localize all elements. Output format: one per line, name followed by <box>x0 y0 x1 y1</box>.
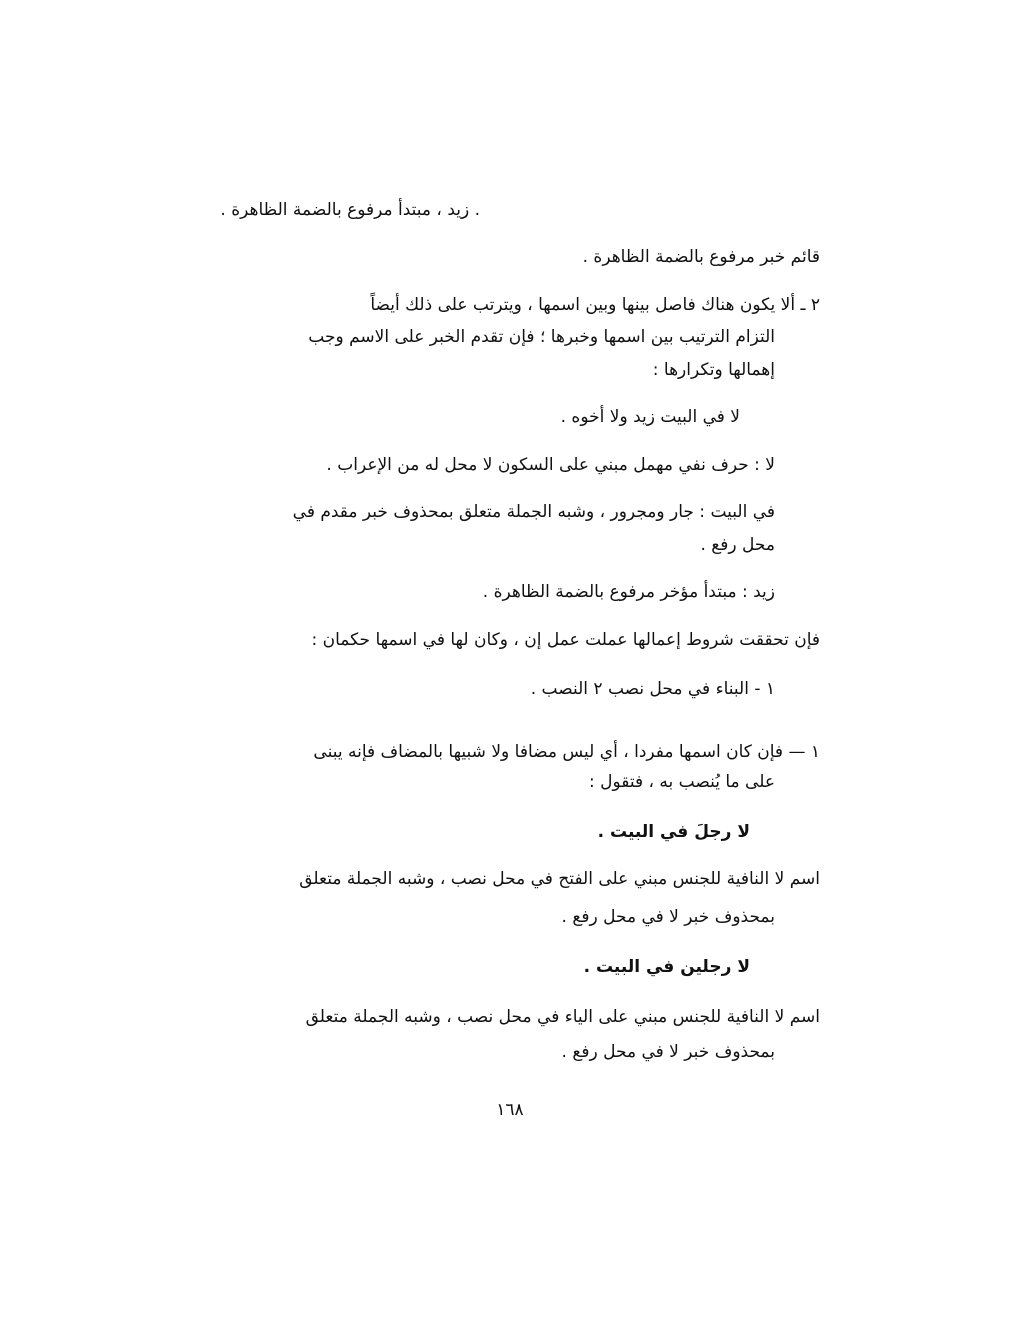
text-line: . زيد ، مبتدأ مرفوع بالضمة الظاهرة . <box>220 200 480 220</box>
text-line: لا : حرف نفي مهمل مبني على السكون لا محل له من الإعراب . <box>326 455 775 475</box>
text-line: بمحذوف خبر لا في محل رفع . <box>561 1042 775 1062</box>
text-line: ١ — فإن كان اسمها مفردا ، أي ليس مضافا ولا شبيها بالمضاف فإنه يبنى <box>313 742 820 762</box>
text-line: ١ - البناء في محل نصب ٢ النصب . <box>530 679 775 699</box>
example-line: لا رجلَ في البيت . <box>597 822 750 842</box>
text-line: بمحذوف خبر لا في محل رفع . <box>561 907 775 927</box>
text-line: فإن تحققت شروط إعمالها عملت عمل إن ، وكان لها في اسمها حكمان : <box>311 630 820 650</box>
page-number: ١٦٨ <box>496 1100 524 1120</box>
text-line: زيد : مبتدأ مؤخر مرفوع بالضمة الظاهرة . <box>482 582 775 602</box>
text-line: اسم لا النافية للجنس مبني على الياء في محل نصب ، وشبه الجملة متعلق <box>305 1007 820 1027</box>
text-line: إهمالها وتكرارها : <box>652 360 775 380</box>
text-line: ٢ ـ ألا يكون هناك فاصل بينها وبين اسمها ، ويترتب على ذلك أيضاً <box>370 295 820 315</box>
text-line: على ما يُنصب به ، فتقول : <box>589 772 775 792</box>
example-line: لا في البيت زيد ولا أخوه . <box>560 407 740 427</box>
example-line: لا رجلين في البيت . <box>583 957 750 977</box>
text-line: اسم لا النافية للجنس مبني على الفتح في محل نصب ، وشبه الجملة متعلق <box>299 869 820 889</box>
text-line: محل رفع . <box>700 535 775 555</box>
text-line: قائم خبر مرفوع بالضمة الظاهرة . <box>582 247 820 267</box>
text-line: في البيت : جار ومجرور ، وشبه الجملة متعلق بمحذوف خبر مقدم في <box>292 502 775 522</box>
text-line: التزام الترتيب بين اسمها وخبرها ؛ فإن تقدم الخبر على الاسم وجب <box>308 327 775 347</box>
